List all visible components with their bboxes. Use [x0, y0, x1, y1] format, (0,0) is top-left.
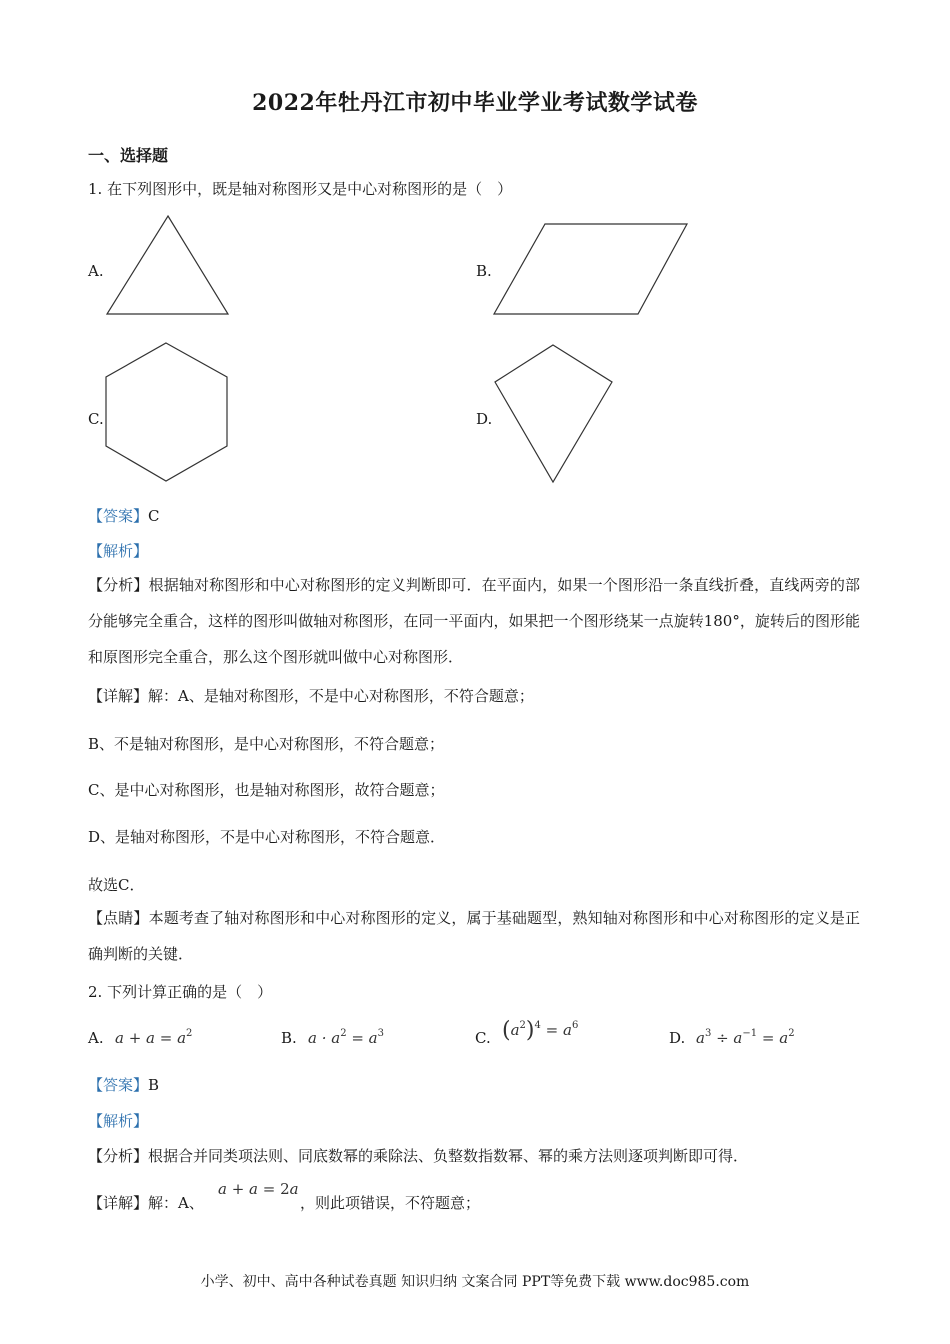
dianjing-tag: 【点睛】 — [88, 909, 149, 927]
q1-option-a-label: A. — [88, 262, 104, 280]
section-heading: 一、选择题 — [88, 146, 169, 165]
answer-value: C — [148, 507, 160, 525]
fenxi-text: 根据合并同类项法则、同底数幂的乘除法、负整数指数幂、幂的乘方法则逐项判断即可得． — [148, 1147, 749, 1165]
q1-option-b-parallelogram — [490, 220, 695, 320]
q2-option-a-formula: $a + a = a^2$ — [115, 1028, 193, 1047]
analysis-tag: 【解析】 — [88, 542, 149, 560]
fenxi-text: 根据轴对称图形和中心对称图形的定义判断即可．在平面内，如果一个图形沿一条直线折叠，直线两旁的部分能够完全重合，这样的图形叫做轴对称图形，在同一平面内，如果把一个图形绕某一点旋转180°，旋转后的图形能和原图形完全重合，那么这个图形就叫做中心对称图形． — [88, 576, 860, 666]
q1-option-a-triangle — [100, 210, 240, 320]
q2-fenxi — [88, 1145, 748, 1167]
q2-detail-suffix: ，则此项错误，不符题意； — [300, 1194, 481, 1212]
q2-detail-formula: a + a = 2a — [218, 1180, 299, 1198]
q1-option-b-label: B. — [476, 262, 492, 280]
answer-value: B — [148, 1076, 160, 1094]
q1-option-d-kite — [490, 340, 620, 488]
q2-option-b-label: B. — [281, 1029, 297, 1047]
q2-option-d-label: D. — [669, 1029, 686, 1047]
page-footer: 小学、初中、高中各种试卷真题 知识归纳 文案合同 PPT等免费下载 www.doc985.com — [200, 1274, 750, 1290]
dianjing-text: 本题考查了轴对称图形和中心对称图形的定义，属于基础题型，熟知轴对称图形和中心对称图形的定义是正确判断的关键． — [88, 909, 860, 963]
q1-option-c-hexagon — [100, 340, 235, 488]
q1-detail-line-1 — [88, 685, 534, 707]
analysis-tag: 【解析】 — [88, 1112, 149, 1130]
detail-tag: 【详解】 — [88, 1194, 149, 1212]
q1-fenxi — [88, 567, 860, 675]
fenxi-tag: 【分析】 — [88, 576, 149, 594]
q2-option-c-label: C. — [475, 1029, 491, 1047]
q1-detail-line-2: B、不是轴对称图形，是中心对称图形，不符合题意； — [88, 735, 445, 753]
page-title: 2022年牡丹江市初中毕业学业考试数学试卷 — [252, 90, 698, 116]
detail-prefix: 解：A、 — [148, 1194, 204, 1212]
q2-option-d-formula: $a^3 \div a^{-1} = a^2$ — [696, 1028, 795, 1047]
q2-analysis-heading — [88, 1110, 148, 1132]
q1-conclusion: 故选C． — [88, 876, 145, 894]
q1-detail-line-4: D、是轴对称图形，不是中心对称图形，不符合题意． — [88, 828, 446, 846]
q1-answer — [88, 505, 160, 527]
detail-text: 解：A、是轴对称图形，不是中心对称图形，不符合题意； — [148, 687, 534, 705]
q1-analysis-heading — [88, 540, 148, 562]
q1-option-c-label: C. — [88, 410, 104, 428]
detail-tag: 【详解】 — [88, 687, 149, 705]
q1-stem: 1. 在下列图形中，既是轴对称图形又是中心对称图形的是（ ） — [88, 180, 513, 198]
q1-option-d-label: D. — [476, 410, 493, 428]
q2-option-b-formula: $a \cdot a^2 = a^3$ — [308, 1028, 385, 1047]
q2-answer — [88, 1074, 159, 1096]
q2-option-a-label: A. — [88, 1029, 104, 1047]
q2-stem: 2. 下列计算正确的是（ ） — [88, 983, 273, 1001]
q1-detail-line-3: C、是中心对称图形，也是轴对称图形，故符合题意； — [88, 781, 445, 799]
fenxi-tag: 【分析】 — [88, 1147, 149, 1165]
q2-option-c-formula: $(a^2)^4 = a^6$ — [502, 1018, 579, 1043]
q1-dianjing — [88, 900, 860, 972]
answer-tag: 【答案】 — [88, 1076, 149, 1094]
q2-detail — [88, 1192, 204, 1214]
answer-tag: 【答案】 — [88, 507, 149, 525]
